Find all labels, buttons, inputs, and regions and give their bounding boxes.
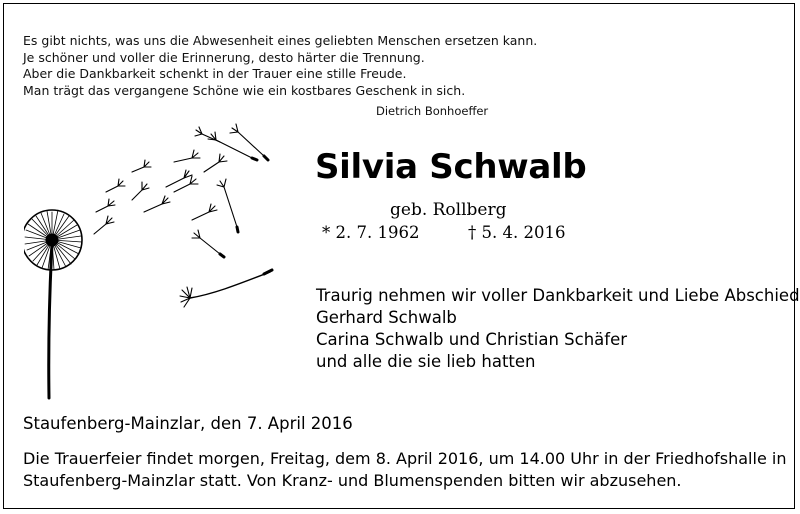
obituary-frame <box>3 3 800 509</box>
quote-author: Dietrich Bonhoeffer <box>376 104 489 118</box>
mourners-line: Carina Schwalb und Christian Schäfer <box>316 330 628 349</box>
quote <box>23 33 543 99</box>
funeral-line: Die Trauerfeier findet morgen, Freitag, dem 8. April 2016, um 14.00 Uhr in der Friedhofshalle in <box>23 449 787 468</box>
mourners-line: und alle die sie lieb hatten <box>316 352 536 371</box>
funeral-notice <box>23 448 793 492</box>
dandelion-icon <box>24 112 284 402</box>
quote-line: Aber die Dankbarkeit schenkt in der Trauer eine stille Freude. <box>23 66 407 81</box>
maiden-name: geb. Rollberg <box>390 200 507 220</box>
deceased-name: Silvia Schwalb <box>315 147 587 187</box>
death-date: † 5. 4. 2016 <box>468 223 566 242</box>
quote-line: Es gibt nichts, was uns die Abwesenheit eines geliebten Menschen ersetzen kann. <box>23 33 538 48</box>
place-date: Staufenberg-Mainzlar, den 7. April 2016 <box>23 414 353 433</box>
funeral-line: Staufenberg-Mainzlar statt. Von Kranz- und Blumenspenden bitten wir abzusehen. <box>23 471 682 490</box>
birth-date: * 2. 7. 1962 <box>322 223 420 242</box>
mourners <box>316 285 800 373</box>
quote-line: Je schöner und voller die Erinnerung, desto härter die Trennung. <box>23 49 425 65</box>
mourners-line: Gerhard Schwalb <box>316 308 457 327</box>
mourners-line: Traurig nehmen wir voller Dankbarkeit und Liebe Abschied <box>316 286 800 305</box>
quote-line: Man trägt das vergangene Schöne wie ein kostbares Geschenk in sich. <box>23 82 466 98</box>
